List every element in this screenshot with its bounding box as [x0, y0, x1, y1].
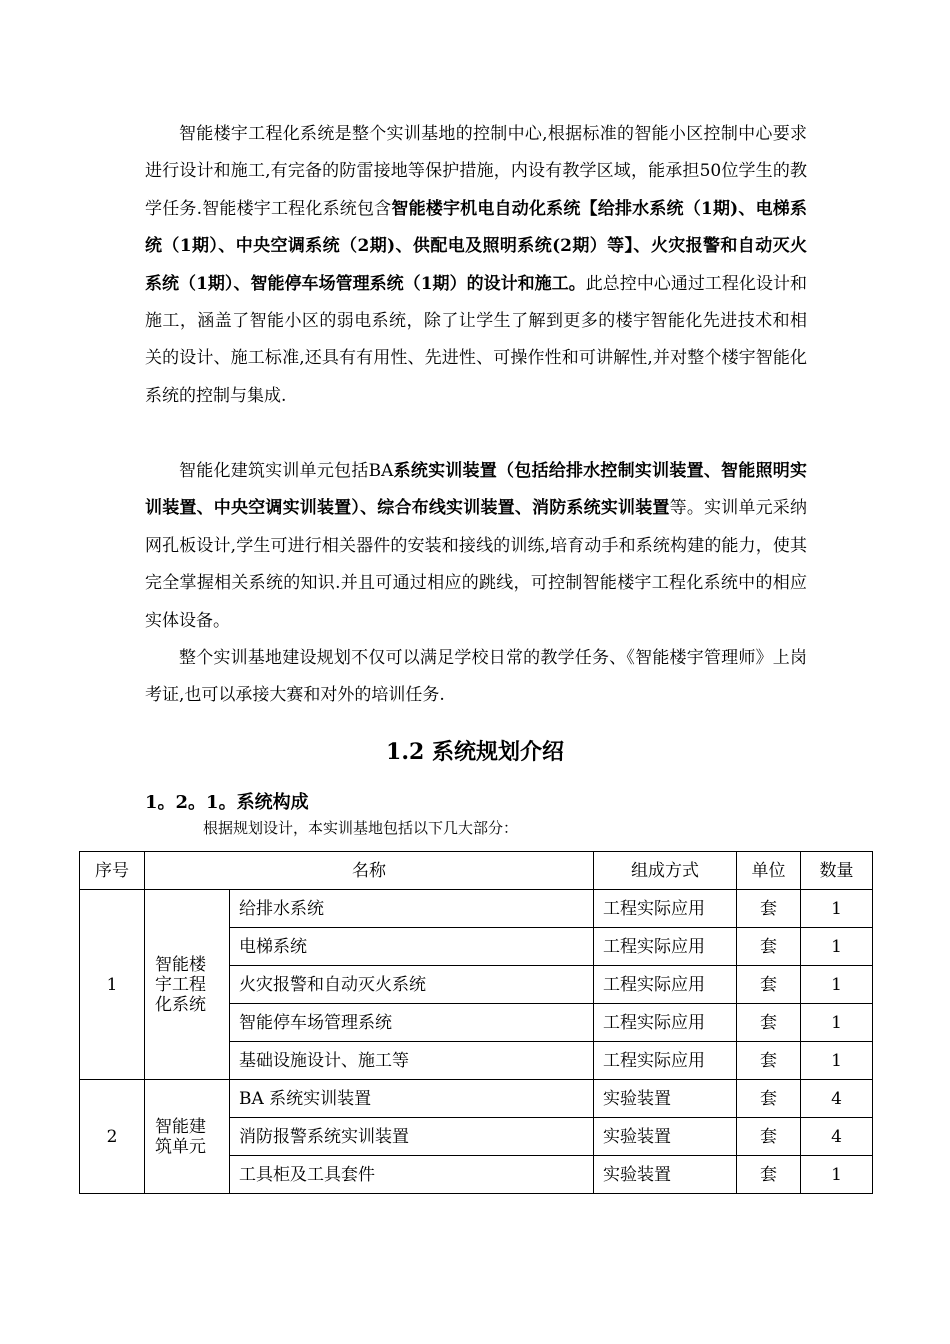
paragraph-1-bold: 智能楼宇机电自动化系统【给排水系统（1期)、电梯系统（1期）、中央空调系统（2期)、供配电及照明系统(2期）等】、火灾报警和自动灭火系统（1期）、智能停车场管理系统（1期）的设计和施工。 — [145, 198, 807, 294]
item-unit: 套 — [737, 1080, 801, 1118]
item-qty: 1 — [801, 890, 873, 928]
paragraph-1-text-continued: 此总控中心通过工程化设计和施工，涵盖了智能小区的弱电系统，除了让学生了解到更多的楼宇智能化先进技术和相关的设计、施工标准,还具有有用性、先进性、可操作性和可讲解性,并对整个楼宇智能化系统的控制与集成. — [145, 273, 808, 406]
item-qty: 1 — [801, 928, 873, 966]
header-unit: 单位 — [737, 852, 801, 890]
item-method: 工程实际应用 — [594, 1042, 737, 1080]
paragraph-2-text: 智能化建筑实训单元包括BA — [179, 461, 394, 481]
item-method: 工程实际应用 — [594, 890, 737, 928]
item-qty: 1 — [801, 1042, 873, 1080]
table-row — [80, 1080, 873, 1118]
item-name: 给排水系统 — [230, 890, 594, 928]
item-unit: 套 — [737, 1042, 801, 1080]
item-qty: 4 — [801, 1118, 873, 1156]
header-no: 序号 — [80, 852, 145, 890]
item-name: 智能停车场管理系统 — [230, 1004, 594, 1042]
header-qty: 数量 — [801, 852, 873, 890]
item-name: 工具柜及工具套件 — [230, 1156, 594, 1194]
item-method: 工程实际应用 — [594, 928, 737, 966]
item-method: 实验装置 — [594, 1118, 737, 1156]
group-1-no: 1 — [80, 890, 145, 1080]
section-title: 1.2 系统规划介绍 — [386, 739, 564, 765]
subsection-title: 1。2。1。系统构成 — [145, 792, 309, 813]
item-method: 工程实际应用 — [594, 966, 737, 1004]
group-1-name: 智能楼宇工程化系统 — [155, 954, 206, 1015]
paragraph-2-text-continued: 等。实训单元采纳网孔板设计,学生可进行相关器件的安装和接线的训练,培育动手和系统构建的能力，使其完全掌握相关系统的知识.并且可通过相应的跳线，可控制智能楼宇工程化系统中的相应实体设备。 — [145, 498, 808, 631]
item-name: 基础设施设计、施工等 — [230, 1042, 594, 1080]
group-2-name: 智能建筑单元 — [155, 1116, 206, 1157]
table-row — [80, 890, 873, 928]
item-unit: 套 — [737, 966, 801, 1004]
paragraph-2-bold: 系统实训装置（包括给排水控制实训装置、智能照明实训装置、中央空调实训装置）、综合布线实训装置、消防系统实训装置 — [145, 461, 807, 519]
item-method: 实验装置 — [594, 1080, 737, 1118]
item-name: BA 系统实训装置 — [230, 1080, 594, 1118]
paragraph-3: 整个实训基地建设规划不仅可以满足学校日常的教学任务、《智能楼宇管理师》上岗考证,也可以承接大赛和对外的培训任务. — [145, 648, 807, 706]
item-qty: 4 — [801, 1080, 873, 1118]
item-qty: 1 — [801, 1004, 873, 1042]
table-header-row — [80, 852, 873, 890]
item-qty: 1 — [801, 966, 873, 1004]
group-2-name-cell — [145, 1080, 230, 1194]
item-qty: 1 — [801, 1156, 873, 1194]
table-intro: 根据规划设计，本实训基地包括以下几大部分： — [203, 819, 519, 837]
header-method: 组成方式 — [594, 852, 737, 890]
item-unit: 套 — [737, 1156, 801, 1194]
paragraph-1-text: 智能楼宇工程化系统是整个实训基地的控制中心,根据标准的智能小区控制中心要求进行设计和施工,有完备的防雷接地等保护措施，内设有教学区域，能承担50位学生的教学任务.智能楼宇工程化系统包含 — [145, 124, 807, 219]
group-2-no: 2 — [80, 1080, 145, 1194]
system-table — [79, 851, 873, 1194]
item-unit: 套 — [737, 1118, 801, 1156]
item-method: 工程实际应用 — [594, 1004, 737, 1042]
paragraph-1 — [145, 116, 807, 415]
item-unit: 套 — [737, 1004, 801, 1042]
item-name: 火灾报警和自动灭火系统 — [230, 966, 594, 1004]
item-method: 实验装置 — [594, 1156, 737, 1194]
item-unit: 套 — [737, 928, 801, 966]
item-unit: 套 — [737, 890, 801, 928]
paragraph-2 — [145, 453, 807, 640]
item-name: 电梯系统 — [230, 928, 594, 966]
item-name: 消防报警系统实训装置 — [230, 1118, 594, 1156]
group-1-name-cell — [145, 890, 230, 1080]
header-name: 名称 — [145, 852, 594, 890]
